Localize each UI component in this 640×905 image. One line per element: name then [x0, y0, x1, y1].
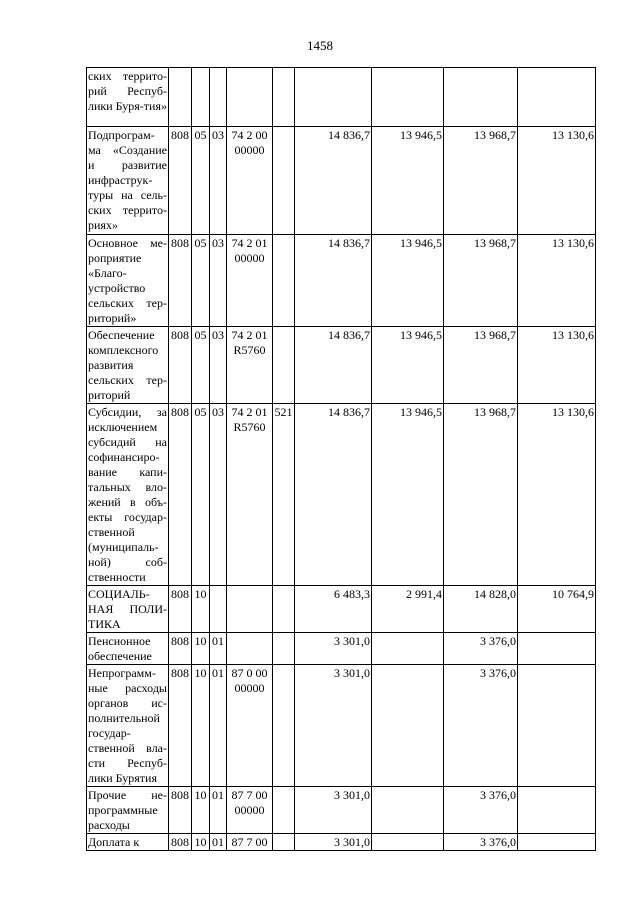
cell-value-3: 3 376,0 — [444, 787, 518, 834]
cell-subsection: 01 — [210, 834, 227, 851]
cell-name: Обеспечение комплексного развития сельских тер-риторий — [88, 328, 167, 402]
cell-ministry: 808 — [169, 327, 192, 404]
cell-value-3: 3 376,0 — [444, 633, 518, 665]
cell-ministry: 808 — [169, 404, 192, 586]
cell-value-4 — [518, 633, 596, 665]
cell-expense-type: 521 — [273, 404, 295, 586]
cell-target — [227, 586, 273, 633]
cell-ministry: 808 — [169, 586, 192, 633]
cell-value-1: 3 301,0 — [295, 633, 372, 665]
table-row — [87, 834, 596, 851]
cell-value-2: 13 946,5 — [372, 404, 444, 586]
cell-value-1: 14 836,7 — [295, 127, 372, 235]
cell-section: 10 — [192, 586, 210, 633]
cell-name: Пенсионное обеспечение — [87, 633, 169, 665]
cell-target: 87 7 00 — [227, 834, 273, 851]
cell-name: Основное ме-роприятие «Благо-устройство сельских тер-риторий» — [88, 236, 167, 325]
cell-section: 10 — [192, 787, 210, 834]
page-number: 1458 — [307, 38, 333, 53]
cell-target — [227, 68, 273, 127]
cell-value-4 — [518, 68, 596, 127]
cell-section — [192, 68, 210, 127]
cell-name: Доплата к — [87, 834, 169, 851]
budget-table — [86, 67, 596, 851]
cell-expense-type — [273, 586, 295, 633]
table-row — [87, 404, 596, 586]
cell-value-3: 13 968,7 — [444, 327, 518, 404]
cell-value-3: 3 376,0 — [444, 665, 518, 787]
cell-value-3: 13 968,7 — [444, 127, 518, 235]
cell-value-4: 13 130,6 — [518, 327, 596, 404]
cell-value-1: 14 836,7 — [295, 404, 372, 586]
cell-value-2: 13 946,5 — [372, 327, 444, 404]
table-row — [87, 235, 596, 327]
cell-ministry: 808 — [169, 633, 192, 665]
cell-name: Непрограмм-ные расходы органов ис-полнительной государ-ственной вла-сти Респуб-лики Бурятия — [88, 666, 167, 785]
cell-ministry — [169, 68, 192, 127]
cell-section: 10 — [192, 633, 210, 665]
cell-value-4: 13 130,6 — [518, 235, 596, 327]
cell-value-4 — [518, 834, 596, 851]
cell-name: ских террито-рий Респуб-лики Буря-тия» — [87, 68, 169, 127]
cell-value-1: 14 836,7 — [295, 235, 372, 327]
cell-value-2: 2 991,4 — [372, 586, 444, 633]
cell-target: 87 0 00 00000 — [227, 665, 273, 787]
cell-section: 05 — [192, 127, 210, 235]
table-row — [87, 127, 596, 235]
cell-value-1: 3 301,0 — [295, 834, 372, 851]
cell-value-2 — [372, 633, 444, 665]
cell-target: 74 2 01 00000 — [227, 235, 273, 327]
cell-value-3: 3 376,0 — [444, 834, 518, 851]
cell-target: 74 2 01 R5760 — [227, 404, 273, 586]
cell-value-3: 14 828,0 — [444, 586, 518, 633]
cell-value-1: 3 301,0 — [295, 787, 372, 834]
cell-ministry: 808 — [169, 665, 192, 787]
cell-name: Субсидии, за исключением субсидий на софинансиро-вание капи-тальных вло-жений в объ-екты государ-ственной (муниципаль-ной) соб-ственности — [88, 405, 167, 584]
table-row — [87, 586, 596, 633]
cell-expense-type — [273, 235, 295, 327]
cell-subsection: 01 — [210, 665, 227, 787]
table-row — [87, 327, 596, 404]
table-row — [87, 787, 596, 834]
cell-section: 10 — [192, 834, 210, 851]
cell-value-1 — [295, 68, 372, 127]
cell-value-2: 13 946,5 — [372, 127, 444, 235]
cell-value-1: 6 483,3 — [295, 586, 372, 633]
cell-expense-type — [273, 127, 295, 235]
cell-subsection: 03 — [210, 127, 227, 235]
cell-name: Подпрограм-ма «Создание и развитие инфраструк-туры на сель-ских террито-риях» — [87, 127, 169, 235]
cell-value-3: 13 968,7 — [444, 235, 518, 327]
cell-value-2 — [372, 834, 444, 851]
cell-section: 10 — [192, 665, 210, 787]
cell-expense-type — [273, 665, 295, 787]
cell-value-2 — [372, 665, 444, 787]
cell-value-4: 13 130,6 — [518, 127, 596, 235]
cell-ministry: 808 — [169, 787, 192, 834]
table-row — [87, 68, 596, 127]
cell-expense-type — [273, 834, 295, 851]
cell-target: 87 7 00 00000 — [227, 787, 273, 834]
cell-value-4: 13 130,6 — [518, 404, 596, 586]
cell-value-4 — [518, 787, 596, 834]
cell-subsection: 03 — [210, 327, 227, 404]
cell-ministry: 808 — [169, 834, 192, 851]
cell-target — [227, 633, 273, 665]
cell-name: СОЦИАЛЬ-НАЯ ПОЛИ-ТИКА — [88, 587, 167, 631]
cell-value-3: 13 968,7 — [444, 404, 518, 586]
cell-expense-type — [273, 633, 295, 665]
cell-expense-type — [273, 787, 295, 834]
cell-ministry: 808 — [169, 235, 192, 327]
cell-value-2 — [372, 68, 444, 127]
cell-value-2: 13 946,5 — [372, 235, 444, 327]
cell-subsection: 01 — [210, 633, 227, 665]
cell-subsection — [210, 586, 227, 633]
cell-target: 74 2 00 00000 — [227, 127, 273, 235]
cell-expense-type — [273, 327, 295, 404]
cell-ministry: 808 — [169, 127, 192, 235]
cell-subsection — [210, 68, 227, 127]
cell-value-4: 10 764,9 — [518, 586, 596, 633]
cell-section: 05 — [192, 327, 210, 404]
cell-subsection: 03 — [210, 404, 227, 586]
cell-value-1: 3 301,0 — [295, 665, 372, 787]
cell-expense-type — [273, 68, 295, 127]
table-row — [87, 633, 596, 665]
cell-value-1: 14 836,7 — [295, 327, 372, 404]
cell-value-3 — [444, 68, 518, 127]
cell-subsection: 03 — [210, 235, 227, 327]
cell-target: 74 2 01 R5760 — [227, 327, 273, 404]
cell-value-4 — [518, 665, 596, 787]
table-row — [87, 665, 596, 787]
cell-name: Прочие не-программные расходы — [88, 788, 167, 832]
cell-subsection: 01 — [210, 787, 227, 834]
cell-section: 05 — [192, 235, 210, 327]
cell-section: 05 — [192, 404, 210, 586]
cell-value-2 — [372, 787, 444, 834]
